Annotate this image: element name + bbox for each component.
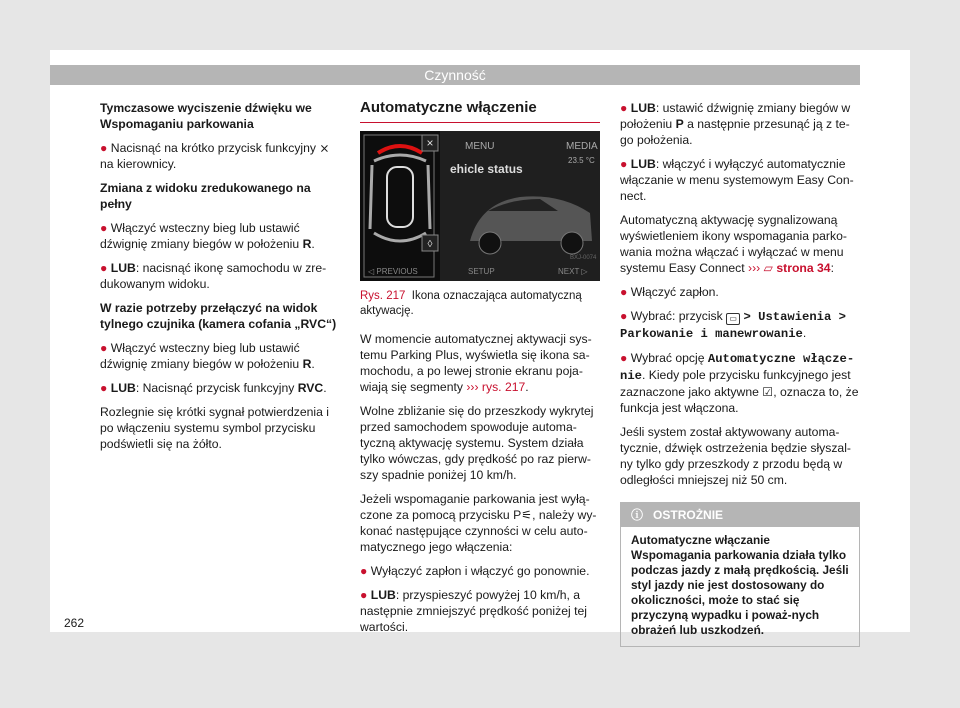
list-item: ● Włączyć wsteczny bieg lub ustawić dźwignię zmiany biegów w położeniu R. <box>100 341 315 371</box>
column-middle <box>360 100 600 643</box>
figure-link[interactable]: ››› rys. 217 <box>466 380 526 394</box>
list-item: ● Wybrać: przycisk ▭ > Ustawienia > Parkowanie i manewrowanie. <box>620 309 846 341</box>
list-item: ● Nacisnąć na krótko przycisk funkcyjny ⨯ na kierownicy. <box>100 141 330 171</box>
car-icon: ▭ <box>726 313 740 325</box>
page-link[interactable]: strona 34 <box>776 261 831 275</box>
paragraph: Automatyczną aktywację sygnalizowaną wyświetleniem ikony wspomagania parko-wania można włączać i wyłączać w menu systemu Easy Connect ››› ▱ strona 34: <box>620 213 847 275</box>
section-title: Automatyczne włączenie <box>360 100 600 123</box>
book-icon: ▱ <box>763 261 773 275</box>
figure-caption: Rys. 217 Ikona oznaczająca automatyczną aktywację. <box>360 290 582 317</box>
list-item: ● Wyłączyć zapłon i włączyć go ponownie. <box>360 564 590 578</box>
svg-text:NEXT ▷: NEXT ▷ <box>558 267 588 276</box>
paragraph: Jeśli system został aktywowany automa-tycznie, dźwięk ostrzeżenia będzie słyszal-ny tylko gdy przeszkody z przodu będą w odległości mniejszej niż 50 cm. <box>620 425 851 487</box>
list-item: ● Włączyć wsteczny bieg lub ustawić dźwignię zmiany biegów w położeniu R. <box>100 221 315 251</box>
svg-text:BXJ-0074: BXJ-0074 <box>570 255 597 261</box>
svg-text:◊: ◊ <box>427 239 433 250</box>
svg-text:23.5 °C: 23.5 °C <box>568 156 595 165</box>
figure-parking-display <box>360 131 600 281</box>
heading-view: Zmiana z widoku zredukowanego na pełny <box>100 181 311 211</box>
heading-mute: Tymczasowe wyciszenie dźwięku we Wspomaganiu parkowania <box>100 101 312 131</box>
column-left <box>100 100 340 460</box>
paragraph: Wolne zbliżanie się do przeszkody wykrytej przed samochodem spowoduje automa-tyczną aktywację systemu. System działa tylko wówczas, gdy prędkość po raz pierw-szy spadnie poniżej 10 km/h. <box>360 404 594 482</box>
heading-rvc: W razie potrzeby przełączyć na widok tylnego czujnika (kamera cofania „RVC“) <box>100 301 337 331</box>
svg-text:ehicle status: ehicle status <box>450 162 523 176</box>
list-item: ● LUB: przyspieszyć powyżej 10 km/h, a następnie zmniejszyć prędkość poniżej tej wartości. <box>360 588 587 634</box>
mute-icon: ⨯ <box>319 141 330 155</box>
list-item: ● LUB: włączyć i wyłączyć automatycznie włączanie w menu systemowym Easy Con-nect. <box>620 157 854 203</box>
caution-header: ⓘ OSTROŻNIE <box>621 503 859 527</box>
page-number: 262 <box>64 616 85 630</box>
svg-text:MEDIA: MEDIA <box>566 141 598 152</box>
paragraph: W momencie automatycznej aktywacji sys-temu Parking Plus, wyświetla się ikona sa-mochodu, a po lewej stronie ekranu poja-wiają się segmenty ››› rys. 217. <box>360 332 592 394</box>
warning-icon: ⓘ <box>631 508 644 522</box>
figure-svg <box>360 131 600 281</box>
list-item: ● LUB: nacisnąć ikonę samochodu w zre-dukowanym widoku. <box>100 261 327 291</box>
list-item: ● LUB: Nacisnąć przycisk funkcyjny RVC. <box>100 381 327 395</box>
caution-text: Automatyczne włączanie Wspomagania parkowania działa tylko podczas jazdy z małą prędkością. Jeśli styl jazdy nie jest dostosowany do okoliczności, może to stać się przyczyną wypadku i poważ-nych obrażeń lub uszkodzeń. <box>631 533 849 637</box>
svg-text:×: × <box>426 136 434 150</box>
svg-text:SETUP: SETUP <box>468 267 495 276</box>
svg-text:◁ PREVIOUS: ◁ PREVIOUS <box>368 267 418 276</box>
svg-text:MENU: MENU <box>465 141 495 152</box>
paragraph: Rozlegnie się krótki sygnał potwierdzenia i po włączeniu systemu symbol przycisku podświetli się na żółto. <box>100 405 329 451</box>
page-header: Czynność <box>50 65 860 85</box>
paragraph: Jeżeli wspomaganie parkowania jest wyłą-czone za pomocą przycisku P⚟, należy wy-konać następujące czynności w celu auto-matycznego jego włączenia: <box>360 492 597 554</box>
list-item: ● Włączyć zapłon. <box>620 285 719 299</box>
list-item: ● Wybrać opcję Automatyczne włącze-nie. Kiedy pole przycisku funkcyjnego jest zaznaczone jako aktywne ☑, oznacza to, że funkcja jest włączona. <box>620 351 859 415</box>
list-item: ● LUB: ustawić dźwignię zmiany biegów w położeniu P a następnie przesunąć ją z te-go położenia. <box>620 101 851 147</box>
caution-box <box>620 502 860 647</box>
column-right <box>620 100 860 647</box>
